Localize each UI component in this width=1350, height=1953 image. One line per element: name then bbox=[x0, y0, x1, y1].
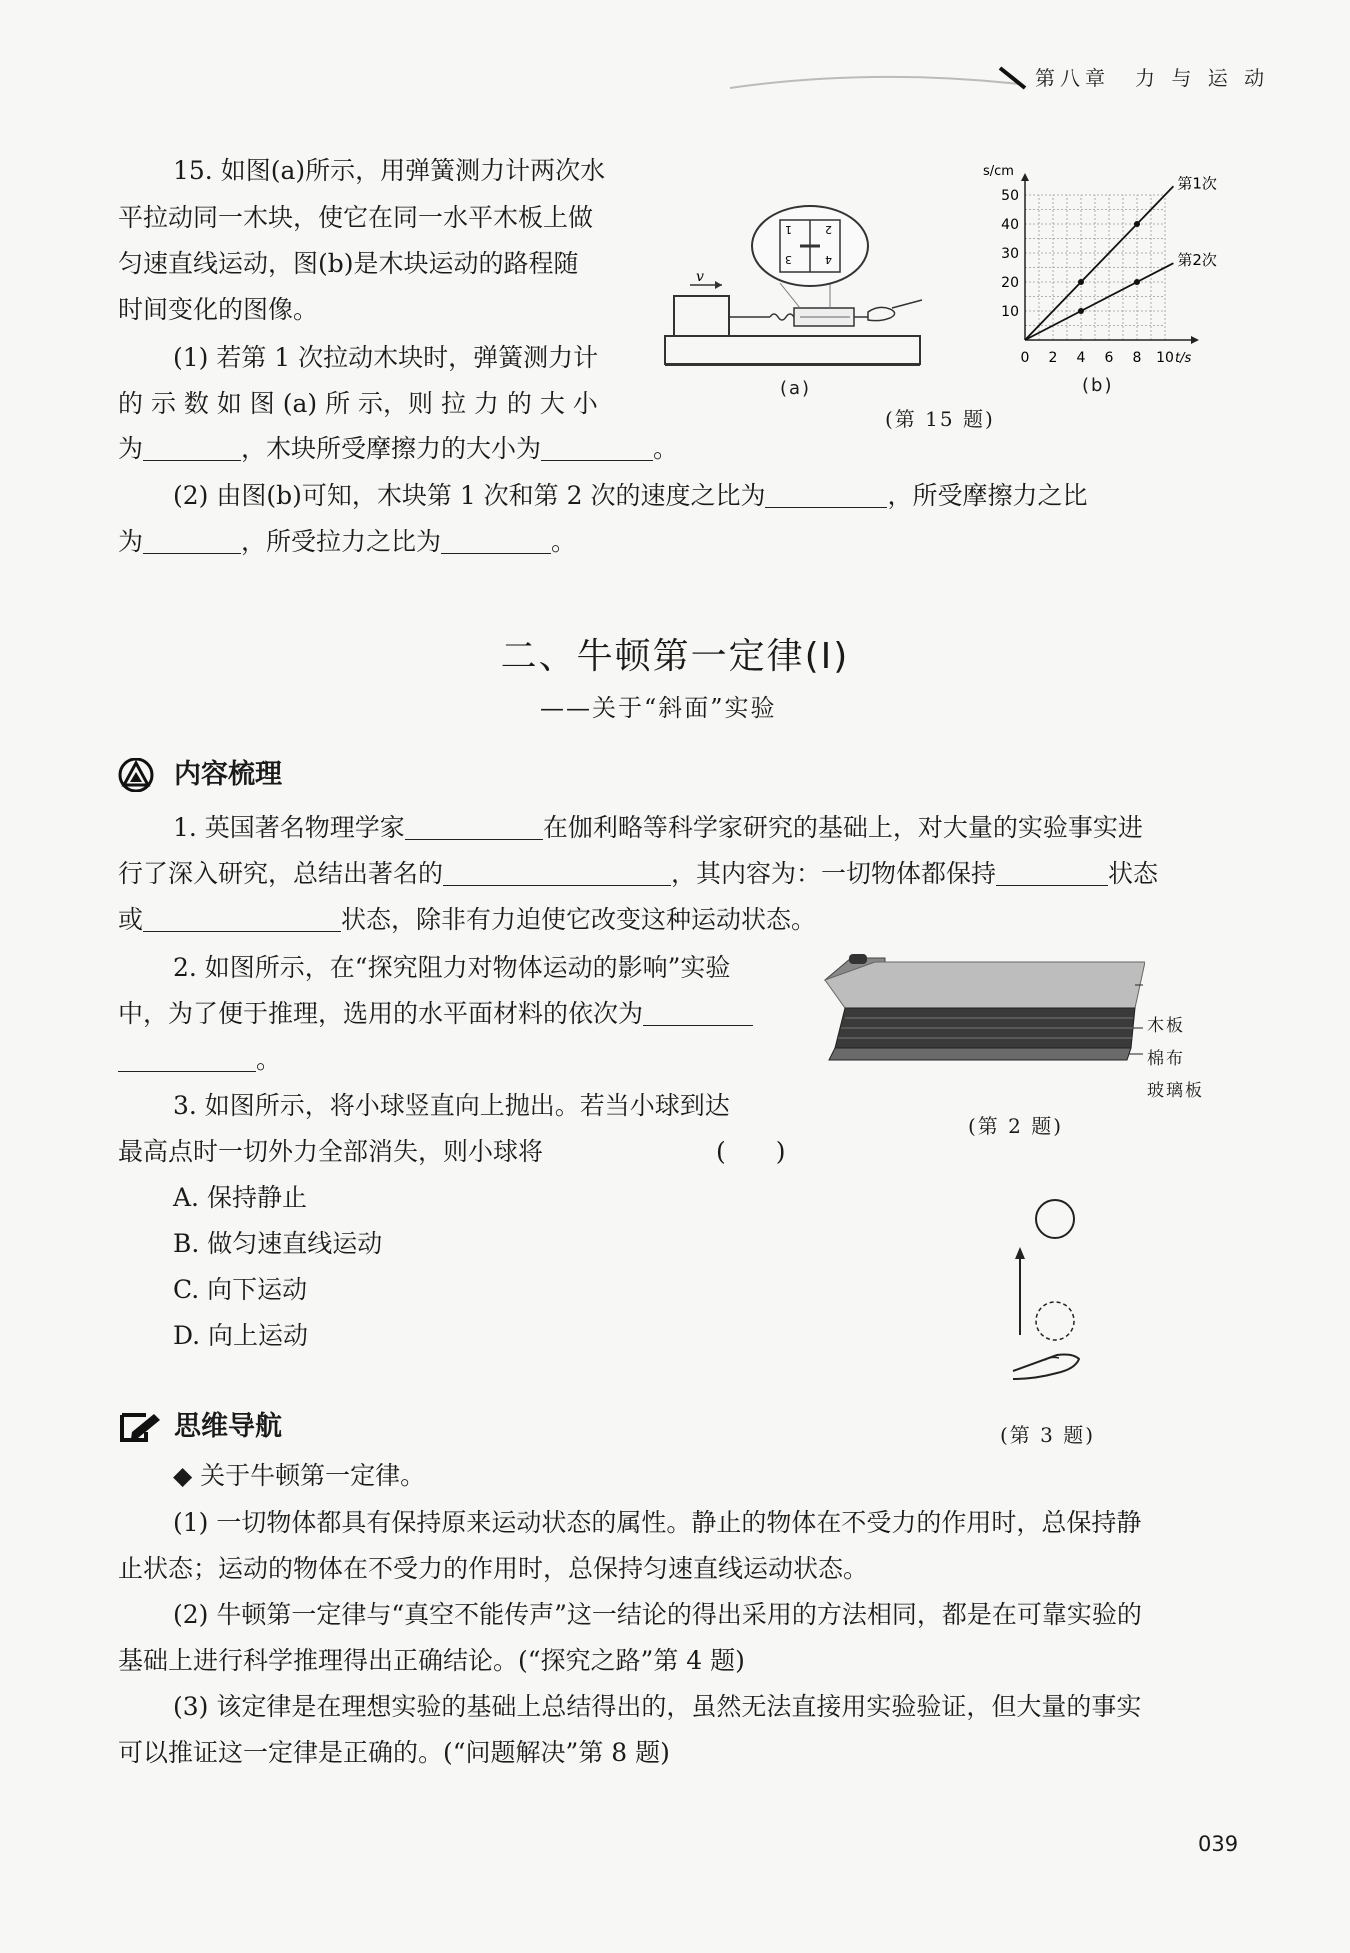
gauge-label: 4 bbox=[825, 253, 832, 266]
q3-answer-paren[interactable]: ( ) bbox=[716, 1137, 786, 1166]
thinking-heading-text: 思维导航 bbox=[174, 1411, 282, 1442]
data-point bbox=[1134, 279, 1140, 285]
thinking-p2-line-1: (2) 牛顿第一定律与“真空不能传声”这一结论的得出采用的方法相同，都是在可靠实验的 bbox=[173, 1600, 1142, 1629]
q15-line-1: 15. 如图(a)所示，用弹簧测力计两次水 bbox=[173, 156, 606, 185]
thinking-p3-line-1: (3) 该定律是在理想实验的基础上总结得出的，虽然无法直接用实验验证，但大量的事实 bbox=[173, 1692, 1142, 1721]
q15-part1-line-3 bbox=[118, 433, 1234, 465]
figure-q3-ball-throw bbox=[1005, 1195, 1095, 1395]
y-tick-label: 30 bbox=[1001, 246, 1019, 262]
q15-line-3: 匀速直线运动，图(b)是木块运动的路程随 bbox=[118, 249, 579, 278]
figure-b-chart bbox=[975, 158, 1225, 368]
q3-line-1: 3. 如图所示，将小球竖直向上抛出。若当小球到达 bbox=[173, 1091, 730, 1120]
x-tick-label: 8 bbox=[1132, 350, 1142, 366]
y-axis-arrow bbox=[1021, 173, 1029, 181]
ball-top-icon bbox=[1036, 1200, 1074, 1238]
q1-line-1 bbox=[173, 812, 1289, 844]
text: 状态 bbox=[1108, 859, 1159, 888]
text: ，所受摩擦力之比 bbox=[887, 481, 1088, 510]
header-swoosh bbox=[720, 58, 1040, 98]
thinking-p1-line-2: 止状态；运动的物体在不受力的作用时，总保持匀速直线运动状态。 bbox=[118, 1554, 869, 1583]
answer-blank-pull-force[interactable] bbox=[143, 435, 241, 461]
q15-part1-line-2: 的 示 数 如 图 (a) 所 示，则 拉 力 的 大 小 bbox=[118, 389, 598, 418]
figure-b-label: (b) bbox=[1082, 375, 1114, 396]
figure-q2-ramp bbox=[815, 948, 1145, 1068]
y-tick-label: 20 bbox=[1001, 275, 1019, 291]
thinking-p2-line-2: 基础上进行科学推理得出正确结论。(“探究之路”第 4 题) bbox=[118, 1646, 745, 1675]
text: 。 bbox=[256, 1045, 282, 1074]
q15-part2-line-2 bbox=[118, 526, 1234, 558]
text: 在伽利略等科学家研究的基础上，对大量的实验事实进 bbox=[542, 813, 1143, 842]
gauge-label: 2 bbox=[825, 223, 832, 236]
data-point bbox=[1134, 221, 1140, 227]
option-c[interactable]: C. 向下运动 bbox=[173, 1275, 308, 1304]
wood-board-surface bbox=[825, 962, 1145, 1008]
q2-caption: (第 2 题) bbox=[968, 1114, 1064, 1138]
q15-line-2: 平拉动同一木块，使它在同一水平木板上做 bbox=[118, 203, 594, 232]
answer-blank-speed-ratio[interactable] bbox=[765, 482, 887, 508]
ball-start-icon bbox=[1036, 1302, 1074, 1340]
text: ，木块所受摩擦力的大小为 bbox=[241, 434, 542, 463]
q15-line-4: 时间变化的图像。 bbox=[118, 295, 319, 324]
gauge-label: 3 bbox=[785, 253, 792, 266]
label-cotton: 棉布 bbox=[1147, 1049, 1185, 1069]
q15-caption: (第 15 题) bbox=[885, 407, 995, 431]
series-line-2 bbox=[1025, 263, 1173, 340]
answer-blank-friction-ratio[interactable] bbox=[143, 528, 241, 554]
x-tick-label: 4 bbox=[1076, 350, 1086, 366]
answer-blank-law-name[interactable] bbox=[443, 860, 671, 886]
x-tick-label: 2 bbox=[1048, 350, 1058, 366]
thinking-bullet: ◆ 关于牛顿第一定律。 bbox=[173, 1461, 426, 1490]
text: 行了深入研究，总结出著名的 bbox=[118, 859, 444, 888]
q1-line-3 bbox=[118, 904, 1234, 936]
answer-blank-physicist[interactable] bbox=[405, 814, 543, 840]
cart-icon bbox=[849, 954, 867, 964]
board bbox=[665, 336, 920, 364]
text: ，其内容为：一切物体都保持 bbox=[671, 859, 997, 888]
text: 状态，除非有力迫使它改变这种运动状态。 bbox=[341, 905, 817, 934]
section-subtitle: ——关于“斜面”实验 bbox=[540, 694, 777, 722]
option-b[interactable]: B. 做匀速直线运动 bbox=[173, 1229, 383, 1258]
answer-blank-pull-ratio[interactable] bbox=[441, 528, 551, 554]
hand-icon bbox=[1013, 1355, 1079, 1380]
figure-a-spring-scale bbox=[660, 200, 930, 370]
answer-blank-materials-2[interactable] bbox=[118, 1046, 256, 1072]
option-a[interactable]: A. 保持静止 bbox=[173, 1183, 307, 1212]
thinking-p3-line-2: 可以推证这一定律是正确的。(“问题解决”第 8 题) bbox=[118, 1738, 670, 1767]
chapter-header: 第八章 力 与 运 动 bbox=[1035, 66, 1270, 90]
series-label-2: 第2次 bbox=[1177, 251, 1217, 270]
q3-line-2 bbox=[118, 1136, 1234, 1168]
x-tick-label: 0 bbox=[1020, 350, 1030, 366]
q2-line-1: 2. 如图所示，在“探究阻力对物体运动的影响”实验 bbox=[173, 953, 731, 982]
x-axis-label: t/s bbox=[1175, 351, 1192, 366]
text: ，所受拉力之比为 bbox=[241, 527, 442, 556]
text: 或 bbox=[118, 905, 144, 934]
x-axis-arrow bbox=[1191, 336, 1199, 344]
label-wood: 木板 bbox=[1147, 1016, 1185, 1036]
answer-blank-friction[interactable] bbox=[541, 435, 653, 461]
data-point bbox=[1078, 308, 1084, 314]
glass-surface bbox=[829, 1048, 1131, 1060]
text: 。 bbox=[653, 434, 679, 463]
velocity-label: v bbox=[696, 269, 704, 285]
x-tick-label: 6 bbox=[1104, 350, 1114, 366]
text: 中，为了便于推理，选用的水平面材料的依次为 bbox=[118, 999, 644, 1028]
thinking-p1-line-1: (1) 一切物体都具有保持原来运动状态的属性。静止的物体在不受力的作用时，总保持静 bbox=[173, 1508, 1142, 1537]
y-tick-label: 40 bbox=[1001, 217, 1019, 233]
option-d[interactable]: D. 向上运动 bbox=[173, 1321, 309, 1350]
q15-part1-line-1: (1) 若第 1 次拉动木块时，弹簧测力计 bbox=[173, 343, 599, 372]
y-tick-label: 50 bbox=[1001, 188, 1019, 204]
answer-blank-state-2[interactable] bbox=[143, 906, 341, 932]
wood-block bbox=[674, 296, 729, 336]
q3-caption: (第 3 题) bbox=[1000, 1423, 1096, 1447]
text: 最高点时一切外力全部消失，则小球将 bbox=[118, 1137, 544, 1166]
content-heading-text: 内容梳理 bbox=[174, 759, 282, 790]
text: 为 bbox=[118, 527, 144, 556]
text: (2) 由图(b)可知，木块第 1 次和第 2 次的速度之比为 bbox=[173, 481, 766, 510]
pen-note-icon bbox=[118, 1410, 162, 1444]
y-axis-label: s/cm bbox=[983, 164, 1014, 179]
page-number: 039 bbox=[1198, 1832, 1239, 1856]
data-point bbox=[1078, 279, 1084, 285]
triangle-icon bbox=[118, 758, 158, 792]
hand-icon bbox=[868, 307, 895, 320]
answer-blank-state-1[interactable] bbox=[996, 860, 1108, 886]
gauge-label: 1 bbox=[785, 223, 792, 236]
text: 为 bbox=[118, 434, 144, 463]
y-tick-label: 10 bbox=[1001, 304, 1019, 320]
figure-a-label: (a) bbox=[780, 378, 812, 399]
section-title: 二、牛顿第一定律(Ⅰ) bbox=[500, 636, 850, 677]
series-label-1: 第1次 bbox=[1177, 174, 1217, 193]
answer-blank-materials-1[interactable] bbox=[643, 1000, 753, 1026]
q15-part2-line-1 bbox=[173, 480, 1289, 512]
q1-line-2 bbox=[118, 858, 1234, 890]
text: 。 bbox=[551, 527, 577, 556]
label-glass: 玻璃板 bbox=[1147, 1081, 1204, 1101]
x-tick-label: 10 bbox=[1156, 350, 1174, 366]
text: 1. 英国著名物理学家 bbox=[173, 813, 405, 842]
